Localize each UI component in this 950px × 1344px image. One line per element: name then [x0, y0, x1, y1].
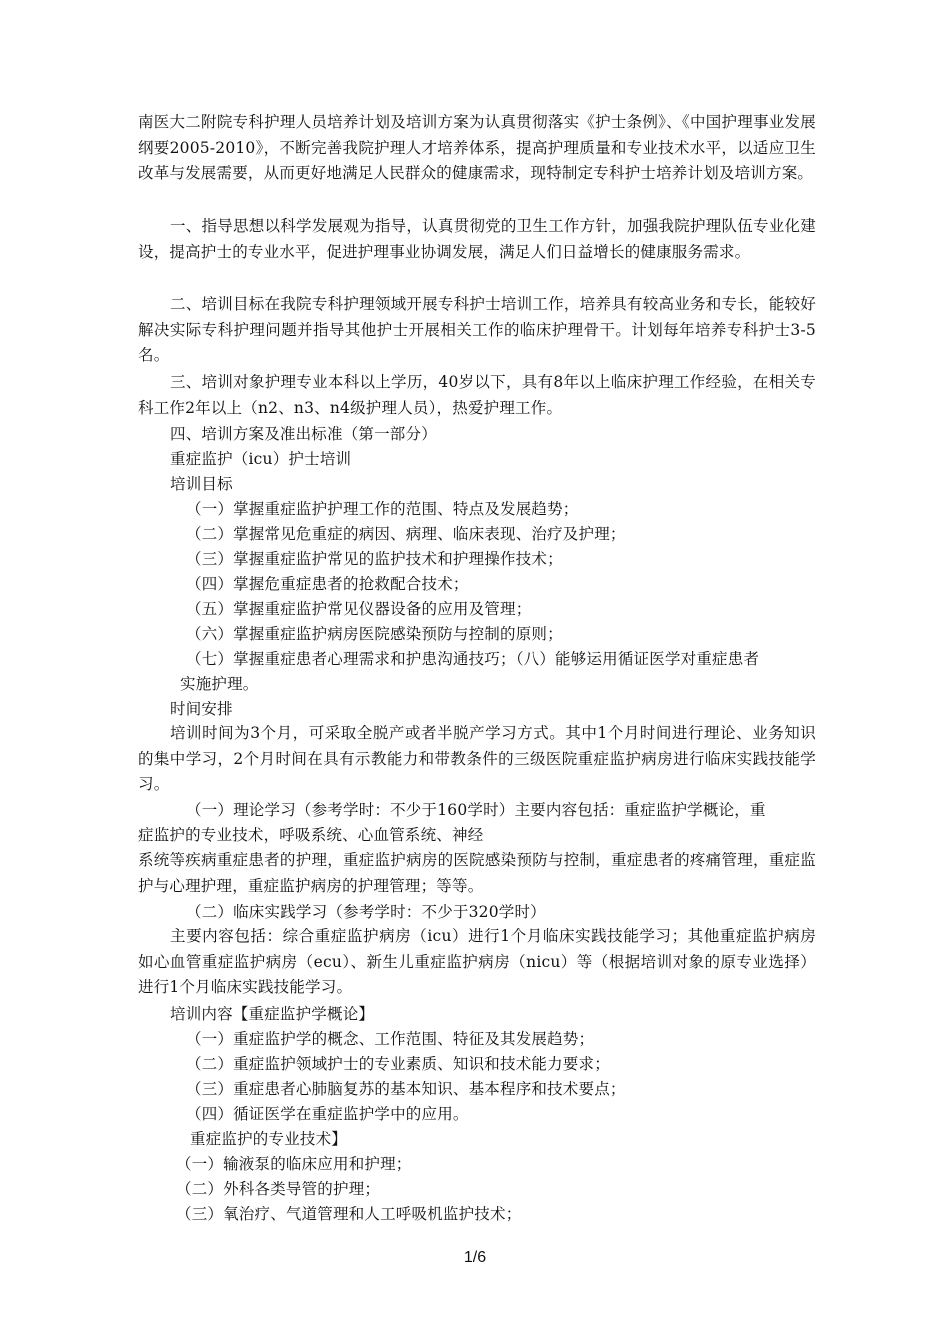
theory-study-line: 症监护的专业技术，呼吸系统、心血管系统、神经: [138, 826, 484, 844]
goal-item: （三）掌握重症监护常见的监护技术和护理操作技术；: [186, 550, 563, 568]
content-item: （三）重症患者心肺脑复苏的基本知识、基本程序和技术要点；: [186, 1080, 626, 1098]
page-number: 1/6: [463, 1249, 487, 1266]
goal-item: （五）掌握重症监护常见仪器设备的应用及管理；: [186, 600, 532, 618]
icu-training-title: 重症监护（icu）护士培训: [170, 450, 352, 468]
goals-heading: 培训目标: [170, 475, 233, 493]
section-guiding-ideology: 一、指导思想以科学发展观为指导，认真贯彻党的卫生工作方针，加强我院护理队伍专业化建设，提高护士的专业水平，促进护理事业协调发展，满足人们日益增长的健康服务需求。: [138, 217, 816, 261]
section-training-plan: 四、培训方案及准出标准（第一部分）: [170, 425, 437, 443]
section-training-target: 三、培训对象护理专业本科以上学历，40岁以下，具有8年以上临床护理工作经验，在相关专科工作2年以上（n2、n3、n4级护理人员），热爱护理工作。: [138, 373, 816, 417]
content-item: （二）重症监护领域护士的专业素质、知识和技术能力要求；: [186, 1055, 610, 1073]
goal-item: （六）掌握重症监护病房医院感染预防与控制的原则；: [186, 625, 563, 643]
theory-study-line: （一）理论学习（参考学时：不少于160学时）主要内容包括：重症监护学概论，重: [186, 801, 766, 819]
goal-item: （七）掌握重症患者心理需求和护患沟通技巧；（八）能够运用循证医学对重症患者: [186, 650, 760, 668]
section-training-goal: 二、培训目标在我院专科护理领域开展专科护士培训工作，培养具有较高业务和专长，能较好解决实际专科护理问题并指导其他护士开展相关工作的临床护理骨干。计划每年培养专科护士3-5名。: [138, 295, 816, 365]
tech-heading: 重症监护的专业技术】: [190, 1130, 348, 1148]
content-heading: 培训内容【重症监护学概论】: [170, 1005, 375, 1023]
tech-item: （二）外科各类导管的护理；: [176, 1180, 381, 1198]
tech-item: （三）氧治疗、气道管理和人工呼吸机监护技术；: [176, 1205, 522, 1223]
content-item: （一）重症监护学的概念、工作范围、特征及其发展趋势；: [186, 1030, 595, 1048]
schedule-paragraph: 培训时间为3个月，可采取全脱产或者半脱产学习方式。其中1个月时间进行理论、业务知识的集中学习，2个月时间在具有示教能力和带教条件的三级医院重症监护病房进行临床实践技能学习。: [138, 724, 816, 794]
intro-paragraph: 南医大二附院专科护理人员培养计划及培训方案为认真贯彻落实《护士条例》、《中国护理事业发展纲要2005-2010》，不断完善我院护理人才培养体系，提高护理质量和专业技术水平，以适应卫生改革与发展需要，从而更好地满足人民群众的健康需求，现特制定专科护士培养计划及培训方案。: [138, 113, 816, 183]
content-item: （四）循证医学在重症监护学中的应用。: [186, 1105, 469, 1123]
practice-title: （二）临床实践学习（参考学时：不少于320学时）: [186, 903, 546, 921]
theory-study-paragraph: 系统等疾病重症患者的护理，重症监护病房的医院感染预防与控制，重症患者的疼痛管理，重症监护与心理护理，重症监护病房的护理管理；等等。: [138, 851, 816, 895]
practice-paragraph: 主要内容包括：综合重症监护病房（icu）进行1个月临床实践技能学习；其他重症监护病房如心血管重症监护病房（ecu）、新生儿重症监护病房（nicu）等（根据培训对象的原专业选择）进行1个月临床实践技能学习。: [138, 927, 816, 997]
goal-item: （二）掌握常见危重症的病因、病理、临床表现、治疗及护理；: [186, 525, 626, 543]
goal-item: （四）掌握危重症患者的抢救配合技术；: [186, 575, 469, 593]
tech-item: （一）输液泵的临床应用和护理；: [176, 1155, 412, 1173]
goal-item: （一）掌握重症监护护理工作的范围、特点及发展趋势；: [186, 500, 579, 518]
schedule-heading: 时间安排: [170, 700, 233, 718]
goal-item-continuation: 实施护理。: [180, 675, 259, 693]
